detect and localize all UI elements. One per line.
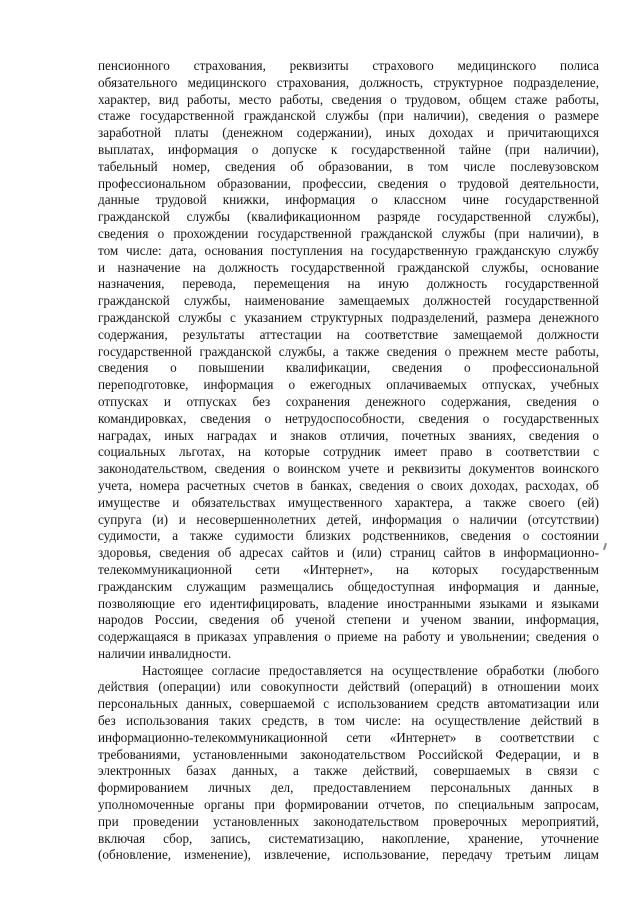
text-line: народов России, сведения об ученой степени и ученом звании, информация,	[98, 612, 599, 628]
text-line: содержания, результаты аттестации на соответствие замещаемой должности	[98, 326, 599, 342]
text-line: действия (операции) или совокупности действий (операций) в отношении моих	[98, 679, 599, 695]
text-line: назначения, перевода, перемещения на иную должность государственной	[98, 276, 599, 292]
text-line: заработной платы (денежном содержании), иных доходах и причитающихся	[98, 125, 599, 141]
text-line: государственной гражданской службы, а также сведения о прежнем месте работы,	[98, 343, 599, 359]
text-line: отпусках и отпусках без сохранения денежного содержания, сведения о	[98, 393, 599, 409]
text-line: данные трудовой книжки, информация о классном чине государственной	[98, 192, 599, 208]
text-line: позволяющие его идентифицировать, владение иностранными языками и языками	[98, 595, 599, 611]
text-line: том числе: дата, основания поступления на государственную гражданскую службу	[98, 242, 599, 258]
text-line: переподготовке, информация о ежегодных оплачиваемых отпусках, учебных	[98, 377, 599, 393]
document-body	[98, 58, 599, 864]
text-line: уполномоченные органы при формировании отчетов, по специальным запросам,	[98, 797, 599, 813]
text-line: судимости, а также судимости близких родственников, сведения о состоянии	[98, 528, 599, 544]
text-line: супруга (и) и несовершеннолетних детей, информация о наличии (отсутствии)	[98, 511, 599, 527]
text-line: пенсионного страхования, реквизиты страхового медицинского полиса	[98, 58, 599, 73]
text-line: командировках, сведения о нетрудоспособности, сведения о государственных	[98, 410, 599, 426]
text-line: наличии инвалидности.	[98, 645, 232, 661]
text-line: социальных льготах, на которые сотрудник имеет право в соответствии с	[98, 444, 599, 460]
text-line: требованиями, установленными законодательством Российской Федерации, и в	[98, 746, 599, 762]
text-line: при проведении установленных законодательством проверочных мероприятий,	[98, 813, 599, 829]
scan-speck	[603, 543, 607, 550]
text-line: Настоящее согласие предоставляется на осуществление обработки (любого	[142, 662, 599, 678]
text-line: стаже государственной гражданской службы (при наличии), сведения о размере	[98, 108, 599, 124]
text-line: здоровья, сведения об адресах сайтов и (или) страниц сайтов в информационно-	[98, 545, 599, 561]
text-line: формированием личных дел, предоставлением персональных данных в	[98, 780, 599, 796]
text-line: (обновление, изменение), извлечение, использование, передачу третьим лицам	[98, 847, 599, 863]
text-line: без использования таких средств, в том числе: на осуществление действий в	[98, 713, 599, 729]
text-line: имуществе и обязательствах имущественного характера, а также своего (ей)	[98, 494, 599, 510]
text-line: характер, вид работы, место работы, сведения о трудовом, общем стаже работы,	[98, 91, 599, 107]
text-line: наградах, иных наградах и знаков отличия, почетных званиях, сведения о	[98, 427, 599, 443]
text-line: гражданской службы, наименование замещаемых должностей государственной	[98, 293, 599, 309]
text-line: информационно-телекоммуникационной сети «Интернет» в соответствии с	[98, 729, 599, 745]
paragraph-consent-scope	[98, 663, 599, 865]
text-line: гражданской службы (квалификационном разряде государственной службы),	[98, 209, 599, 225]
text-line: законодательством, сведения о воинском учете и реквизиты документов воинского	[98, 461, 599, 477]
text-line: гражданской службы с указанием структурных подразделений, размера денежного	[98, 309, 599, 325]
paragraph-personal-data-list	[98, 58, 599, 663]
text-line: обязательного медицинского страхования, должность, структурное подразделение,	[98, 74, 599, 90]
text-line: включая сбор, запись, систематизацию, накопление, хранение, уточнение	[98, 830, 599, 846]
text-line: учета, номера расчетных счетов в банках, сведения о своих доходах, расходах, об	[98, 477, 599, 493]
text-line: электронных базах данных, а также действий, совершаемых в связи с	[98, 763, 599, 779]
text-line: профессиональном образовании, профессии, сведения о трудовой деятельности,	[98, 175, 599, 191]
text-line: телекоммуникационной сети «Интернет», на которых государственным	[98, 561, 599, 577]
text-line: персональных данных, совершаемой с использованием средств автоматизации или	[98, 696, 599, 712]
text-line: содержащаяся в приказах управления о приеме на работу и увольнении; сведения о	[98, 629, 599, 645]
text-line: гражданским служащим размещались общедоступная информация и данные,	[98, 578, 599, 594]
text-line: сведения о повышении квалификации, сведения о профессиональной	[98, 360, 599, 376]
text-line: сведения о прохождении государственной гражданской службы (при наличии), в	[98, 225, 599, 241]
text-line: выплатах, информация о допуске к государственной тайне (при наличии),	[98, 141, 599, 157]
text-line: табельный номер, сведения об образовании, в том числе послевузовском	[98, 158, 599, 174]
text-line: и назначение на должность государственной гражданской службы, основание	[98, 259, 599, 275]
